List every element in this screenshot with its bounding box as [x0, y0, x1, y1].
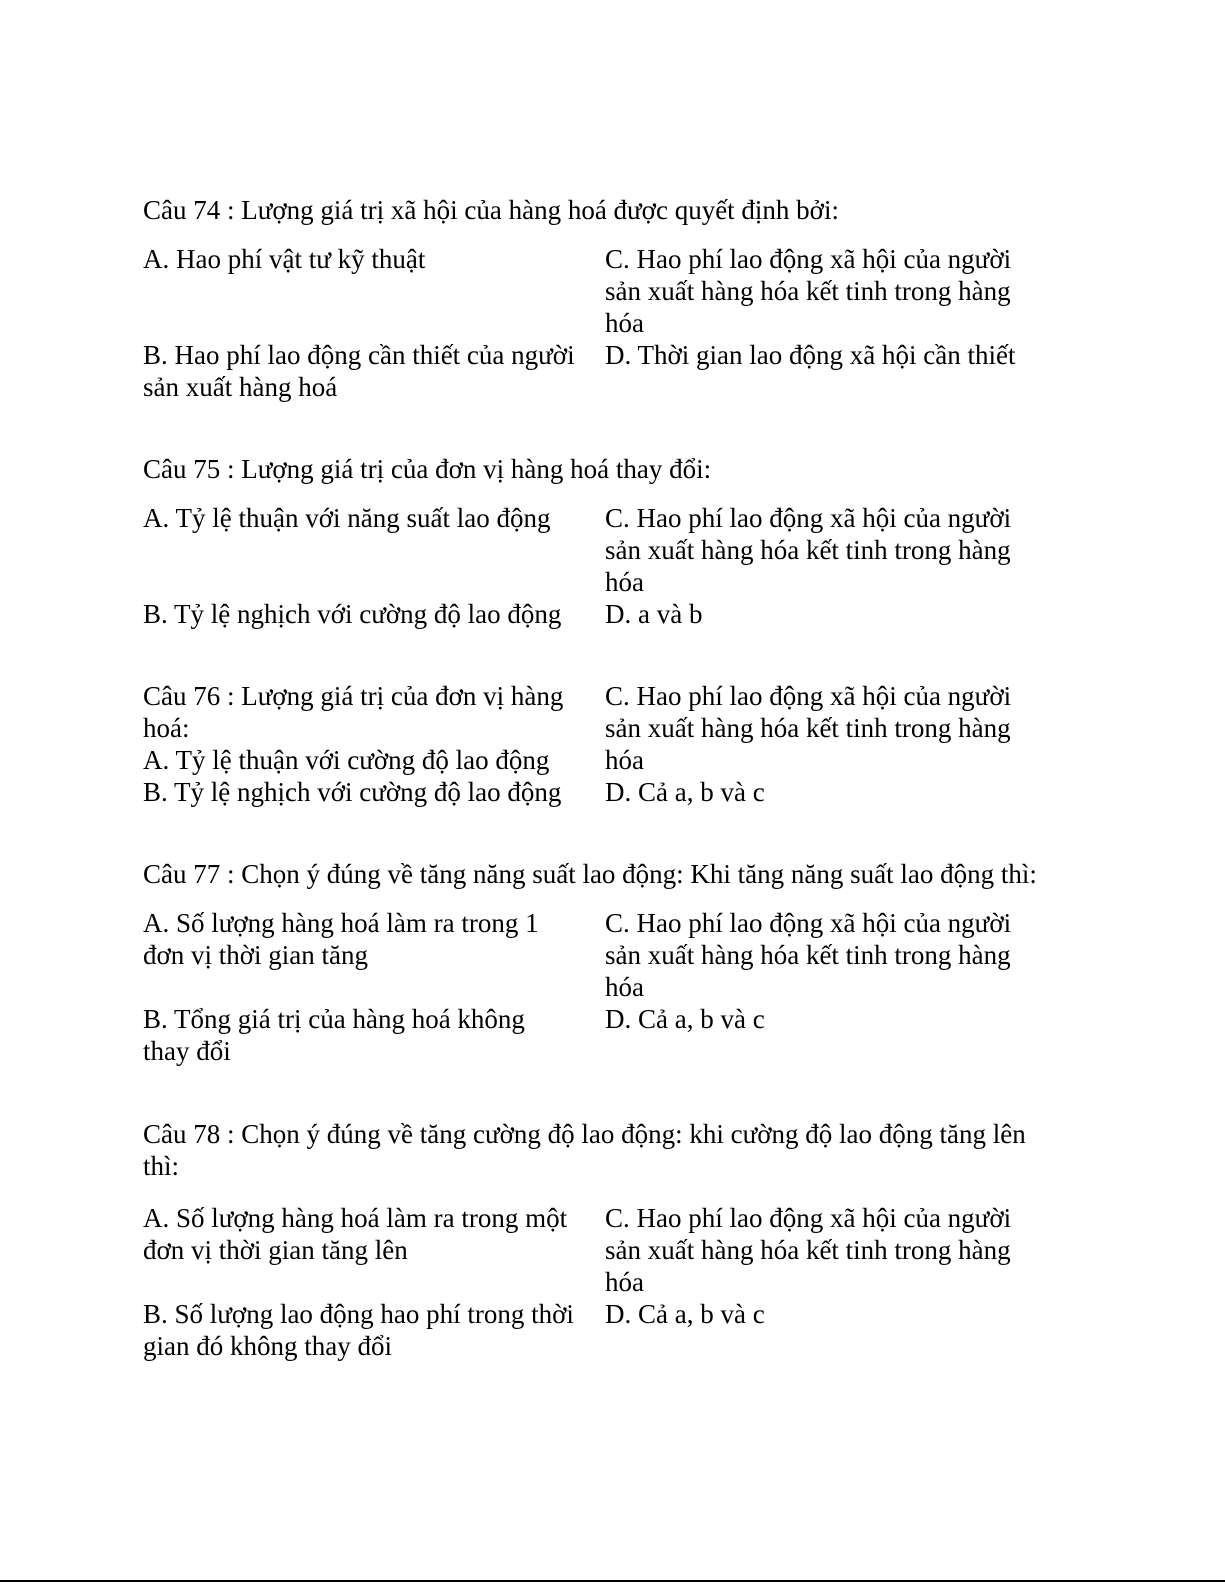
option-d: D. Cả a, b và c	[605, 1299, 765, 1329]
options-grid	[143, 502, 1083, 630]
option-b: B. Tỷ lệ nghịch với cường độ lao động	[143, 777, 562, 807]
question-77	[143, 858, 1083, 1067]
question-76-left-column	[143, 680, 593, 808]
option-c: C. Hao phí lao động xã hội của người sản xuất hàng hóa kết tinh trong hàng hóa	[605, 1203, 1012, 1297]
question-title: Câu 74 : Lượng giá trị xã hội của hàng hoá được quyết định bởi:	[143, 195, 839, 225]
options-grid	[143, 680, 1083, 808]
option-c: C. Hao phí lao động xã hội của người sản xuất hàng hóa kết tinh trong hàng hóa	[605, 244, 1012, 338]
question-title: Câu 76 : Lượng giá trị của đơn vị hàng hoá:	[143, 681, 564, 743]
option-b: B. Tổng giá trị của hàng hoá không thay đổi	[143, 1004, 525, 1066]
option-d: D. Thời gian lao động xã hội cần thiết	[605, 340, 1016, 370]
question-title: Câu 78 : Chọn ý đúng về tăng cường độ lao động: khi cường độ lao động tăng lên thì:	[143, 1119, 1026, 1181]
page-bottom-border	[0, 1580, 1225, 1582]
option-d: D. Cả a, b và c	[605, 777, 765, 807]
option-a: A. Tỷ lệ thuận với năng suất lao động	[143, 503, 551, 533]
option-c: C. Hao phí lao động xã hội của người sản xuất hàng hóa kết tinh trong hàng hóa	[605, 681, 1012, 775]
question-title: Câu 77 : Chọn ý đúng về tăng năng suất lao động: Khi tăng năng suất lao động thì:	[143, 859, 1037, 889]
option-c: C. Hao phí lao động xã hội của người sản xuất hàng hóa kết tinh trong hàng hóa	[605, 908, 1012, 1002]
option-a: A. Tỷ lệ thuận với cường độ lao động	[143, 745, 550, 775]
option-a: A. Hao phí vật tư kỹ thuật	[143, 244, 426, 274]
question-title: Câu 75 : Lượng giá trị của đơn vị hàng hoá thay đổi:	[143, 454, 712, 484]
question-76-right-column	[605, 680, 1035, 808]
option-b: B. Hao phí lao động cần thiết của người sản xuất hàng hoá	[143, 340, 575, 402]
options-grid	[143, 907, 1083, 1067]
option-d: D. Cả a, b và c	[605, 1004, 765, 1034]
options-grid	[143, 243, 1083, 403]
question-74	[143, 194, 1083, 403]
option-b: B. Tỷ lệ nghịch với cường độ lao động	[143, 599, 562, 629]
option-b: B. Số lượng lao động hao phí trong thời gian đó không thay đổi	[143, 1299, 574, 1361]
option-d: D. a và b	[605, 599, 703, 629]
question-75	[143, 453, 1083, 630]
option-a: A. Số lượng hàng hoá làm ra trong 1 đơn vị thời gian tăng	[143, 908, 539, 970]
option-c: C. Hao phí lao động xã hội của người sản xuất hàng hóa kết tinh trong hàng hóa	[605, 503, 1012, 597]
option-a: A. Số lượng hàng hoá làm ra trong một đơn vị thời gian tăng lên	[143, 1203, 568, 1265]
options-grid	[143, 1202, 1083, 1362]
question-78	[143, 1118, 1083, 1362]
question-76	[143, 680, 1083, 808]
